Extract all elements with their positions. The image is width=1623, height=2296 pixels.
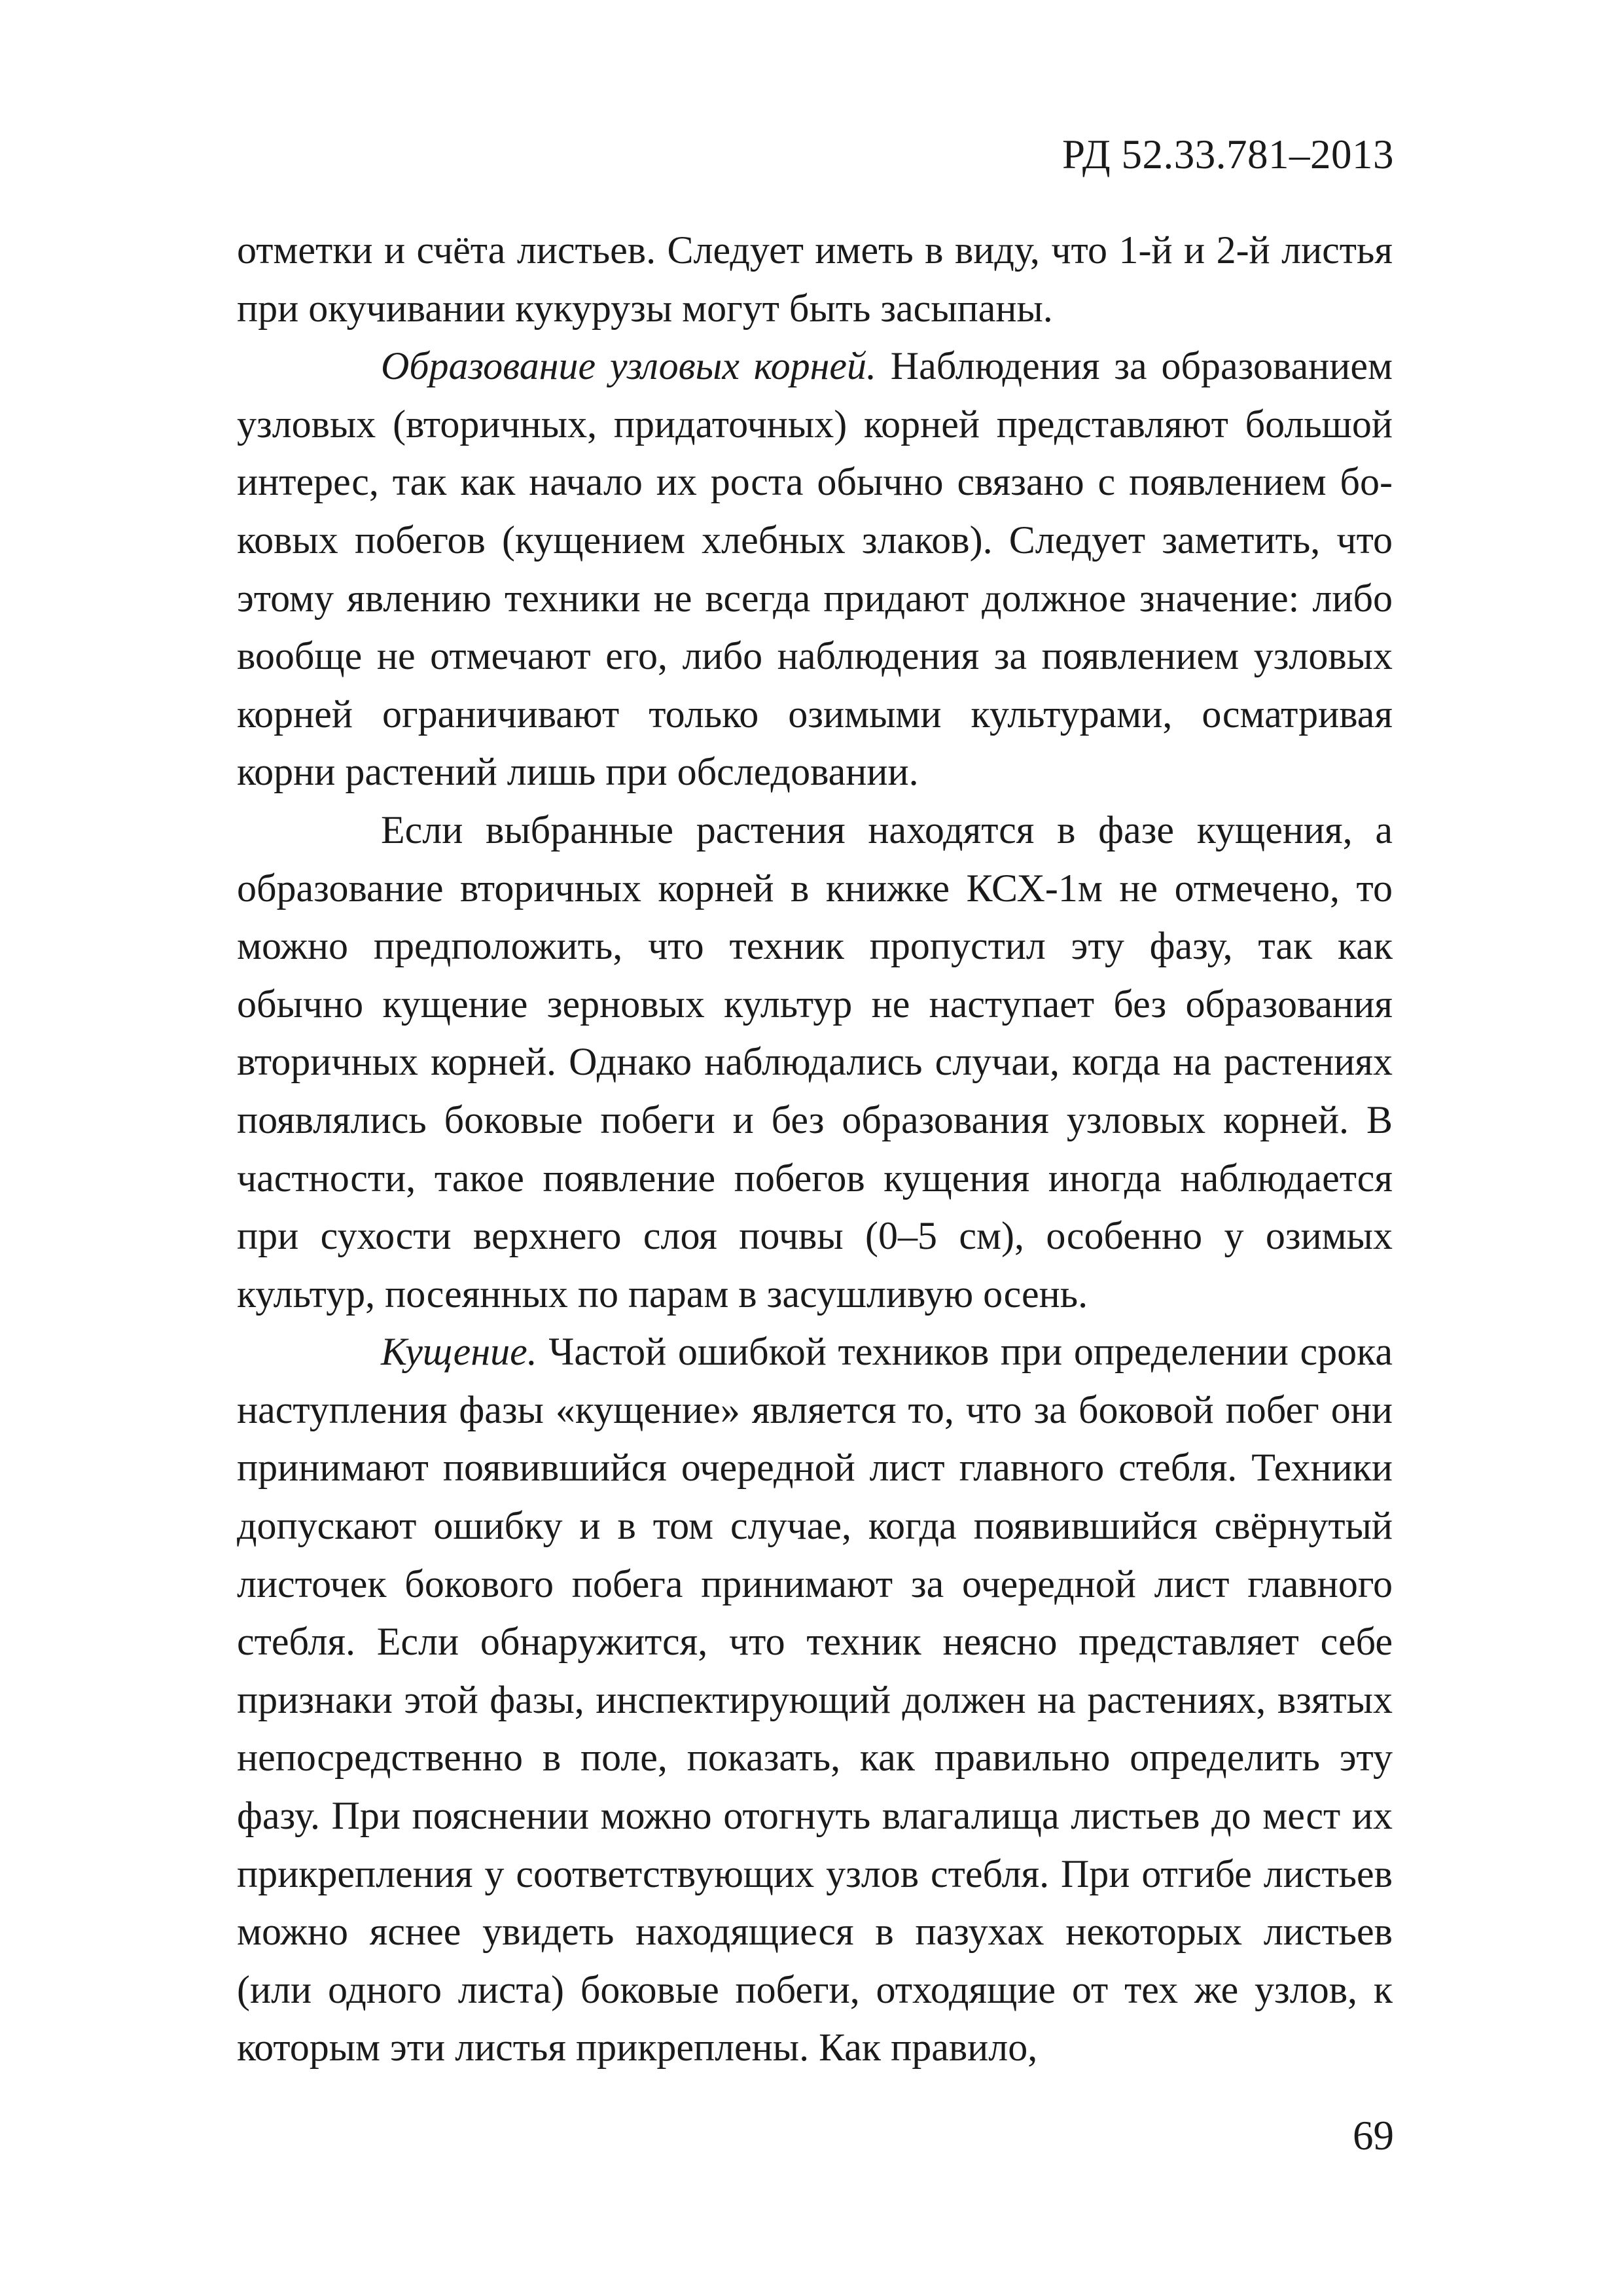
paragraph-tillering [237,1323,1393,2077]
running-header: РД 52.33.781–2013 [1061,132,1394,177]
body-text [237,221,1393,2077]
paragraph-nodal-roots [237,337,1393,801]
paragraph-text: Наблюдения за образованием узловых (вторичных, придаточных) корней представляют большой интерес, так как начало их роста обычно связано с появлением боковых побегов (кущением хлебных злаков). Следует заметить, что этому явлению техники не всегда придают должное значение: либо вообще не отмечают его, либо наблюдения за появлением узловых корней ограничивают только озимыми культурами, осматривая корни растений лишь при обследовании. [237,344,1393,794]
paragraph-text: отметки и счёта листьев. Следует иметь в виду, что 1-й и 2-й листья при окучивании кукурузы могут быть засыпаны. [237,228,1393,330]
paragraph-continuation [237,221,1393,337]
page-number: 69 [1353,2113,1394,2159]
paragraph-tillering-phase-check [237,801,1393,1323]
paragraph-text: Частой ошибкой техников при определении срока наступления фазы «кущение» является то, что за боковой побег они принимают появившийся очередной лист главного стебля. Техники допускают ошибку и в том случае, когда появившийся свёрнутый листочек бокового побега принимают за очередной лист главного стебля. Если обнаружится, что техник неясно представляет себе признаки этой фазы, инспектирующий должен на растениях, взятых непосредственно в поле, показать, как правильно определить эту фазу. При пояснении можно отогнуть влагалища листьев до мест их прикрепления у соответствующих узлов стебля. При отгибе листьев можно яснее увидеть находящиеся в пазухах некоторых листьев (или одного листа) боковые побеги, отходящие от тех же узлов, к которым эти листья прикреплены. Как правило, [237,1330,1393,2070]
run-in-heading-nodal-roots: Образование узловых корней. [381,344,876,388]
paragraph-text: Если выбранные растения находятся в фазе кущения, а образование вторичных корней в книжке КСХ-1м не отмечено, то можно предположить, что техник пропустил эту фазу, так как обычно кущение зерновых культур не наступает без образования вторичных корней. Однако наблюдались случаи, когда на растениях появлялись боковые побеги и без образования узловых корней. В частности, такое появление побегов кущения иногда наблюдается при сухости верхнего слоя почвы (0–5 см), особенно у озимых культур, посеянных по парам в засушливую осень. [237,808,1393,1316]
run-in-heading-tillering: Кущение. [381,1330,537,1374]
